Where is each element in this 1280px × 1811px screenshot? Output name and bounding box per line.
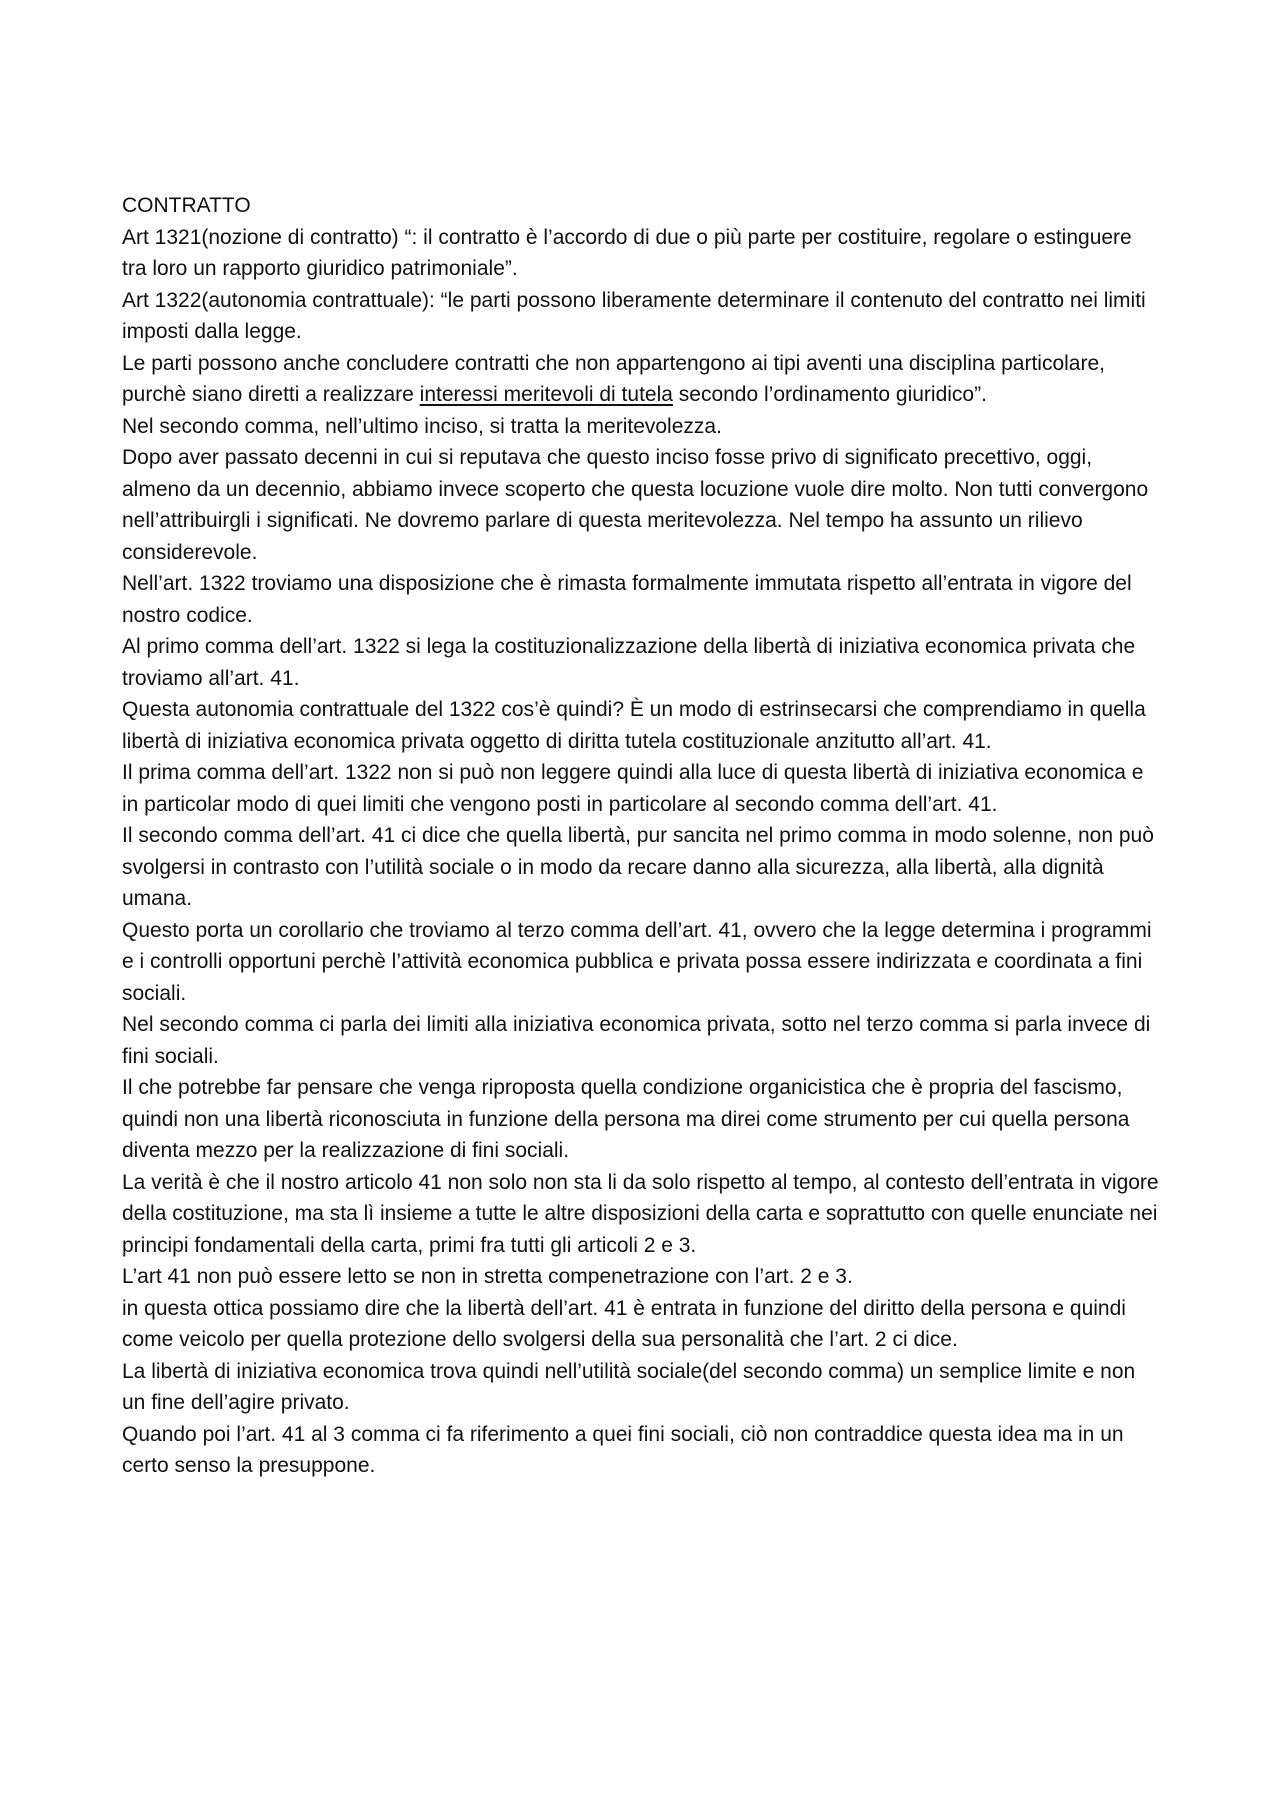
paragraph-art-41: L’art 41 non può essere letto se non in stretta compenetrazione con l’art. 2 e 3. xyxy=(122,1265,853,1288)
paragraph-organicism: Il che potrebbe far pensare che venga riproposta quella condizione organicistica che è propria del fascismo, quindi non una libertà riconosciuta in funzione della persona ma direi come strumento per cui quella persona diventa mezzo per la realizzazione di fini sociali. xyxy=(122,1076,1130,1162)
paragraph-conclusion: Quando poi l’art. 41 al 3 comma ci fa riferimento a quei fini sociali, ciò non contraddice questa idea ma in un certo senso la presuppone. xyxy=(122,1422,1124,1477)
paragraph-text: Le parti possono anche concludere contratti che non appartengono ai tipi aventi una disciplina particolare, purchè siano diretti a realizzare xyxy=(122,351,1105,406)
paragraph-decades: Dopo aver passato decenni in cui si reputava che questo inciso fosse privo di significato precettivo, oggi, almeno da un decennio, abbiamo invece scoperto che questa locuzione vuole dire molto. Non tutti convergono nell’attribuirgli i significati. Ne dovremo parlare di questa meritevolezza. Nel tempo ha assunto un rilievo considerevole. xyxy=(122,446,1149,564)
paragraph-meritevolezza: Nel secondo comma, nell’ultimo inciso, si tratta la meritevolezza. xyxy=(122,414,722,438)
paragraph-perspective: in questa ottica possiamo dire che la libertà dell’art. 41 è entrata in funzione del diritto della persona e quindi come veicolo per quella protezione dello svolgersi della sua personalità che l’art. 2 ci dice. xyxy=(122,1296,1126,1351)
underlined-phrase: interessi meritevoli di tutela xyxy=(419,383,673,406)
paragraph-truth: La verità è che il nostro articolo 41 non solo non sta li da solo rispetto al tempo, al contesto dell’entrata in vigore della costituzione, ma sta lì insieme a tutte le altre disposizioni della carta e soprattutto con quelle enunciate nei principi fondamentali della carta, primi fra tutti gli articoli 2 e 3. xyxy=(122,1170,1159,1257)
paragraph-social-utility: La libertà di iniziativa economica trova quindi nell’utilità sociale(del secondo comma) un semplice limite e non un fine dell’agire privato. xyxy=(122,1359,1136,1414)
paragraph-art-1322: Art 1322(autonomia contrattuale): “le parti possono liberamente determinare il contenuto del contratto nei limiti imposti dalla legge. xyxy=(122,288,1146,343)
document-page xyxy=(122,190,1162,1482)
paragraph-second-comma: Il secondo comma dell’art. 41 ci dice che quella libertà, pur sancita nel primo comma in modo solenne, non può svolgersi in contrasto con l’utilità sociale o in modo da recare danno alla sicurezza, alla libertà, alla dignità umana. xyxy=(122,824,1154,910)
paragraph-autonomy: Questa autonomia contrattuale del 1322 cos’è quindi? È un modo di estrinsecarsi che comprendiamo in quella libertà di iniziativa economica privata oggetto di diritta tutela costituzionale anzitutto all’art. 41. xyxy=(122,698,1146,753)
paragraph-limits: Nel secondo comma ci parla dei limiti alla iniziativa economica privata, sotto nel terzo comma si parla invece di fini sociali. xyxy=(122,1013,1151,1068)
document-title: CONTRATTO xyxy=(122,194,251,217)
paragraph-text: secondo l’ordinamento giuridico”. xyxy=(672,383,987,406)
paragraph-corollary: Questo porta un corollario che troviamo al terzo comma dell’art. 41, ovvero che la legge determina i programmi e i controlli opportuni perchè l’attività economica pubblica e privata possa essere indirizzata e coordinata a fini sociali. xyxy=(122,918,1152,1005)
paragraph-art-1321: Art 1321(nozione di contratto) “: il contratto è l’accordo di due o più parte per costituire, regolare o estinguere tra loro un rapporto giuridico patrimoniale”. xyxy=(122,225,1132,280)
paragraph-reading: Il prima comma dell’art. 1322 non si può non leggere quindi alla luce di questa libertà di iniziativa economica e in particolar modo di quei limiti che vengono posti in particolare al secondo comma dell’art. 41. xyxy=(122,761,1144,816)
paragraph-atypical-contracts xyxy=(122,348,1162,411)
paragraph-first-comma: Al primo comma dell’art. 1322 si lega la costituzionalizzazione della libertà di iniziativa economica privata che troviamo all’art. 41. xyxy=(122,635,1136,690)
paragraph-unchanged-provision: Nell’art. 1322 troviamo una disposizione che è rimasta formalmente immutata rispetto all’entrata in vigore del nostro codice. xyxy=(122,572,1132,627)
